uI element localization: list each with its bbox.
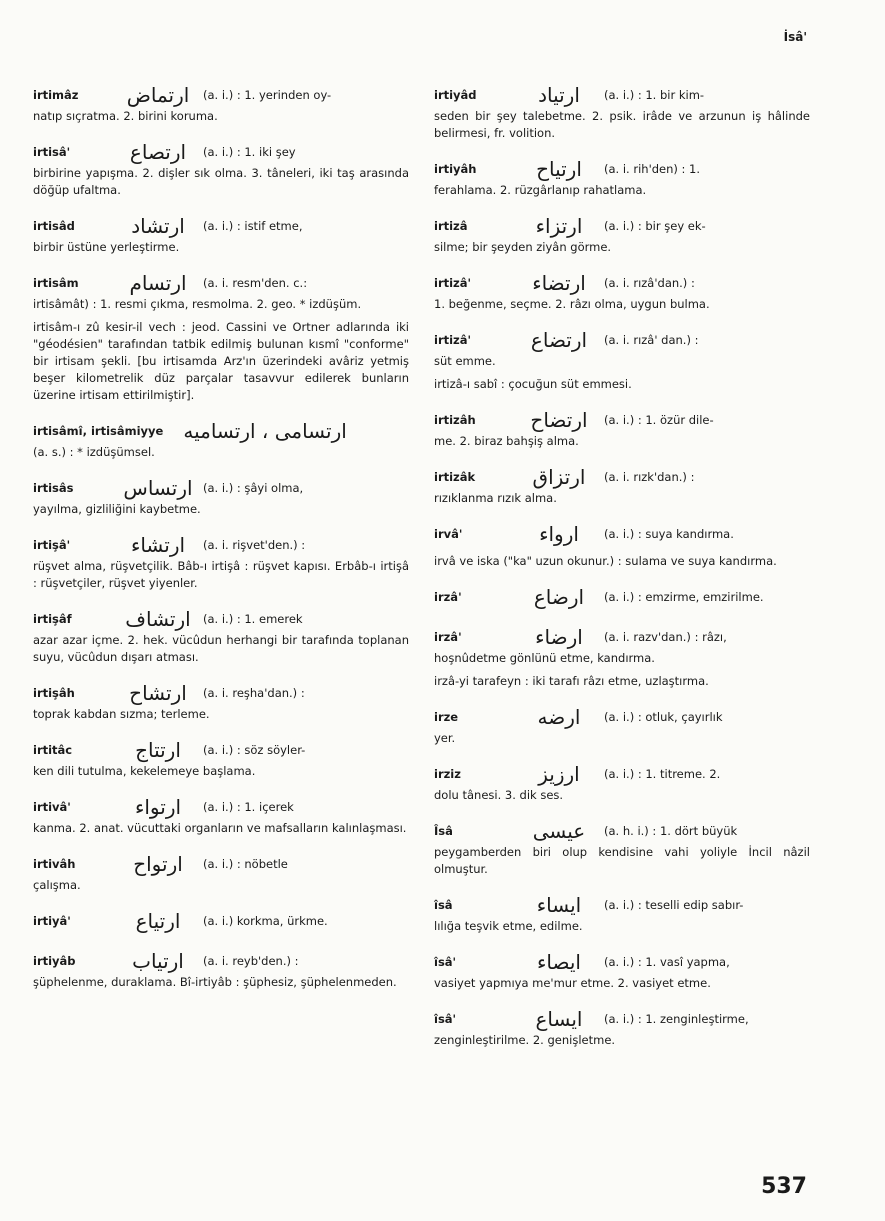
entry-head-line xyxy=(434,704,810,730)
left-column xyxy=(33,82,409,1005)
dictionary-entry xyxy=(33,794,409,837)
entry-head-line xyxy=(434,82,810,108)
arabic-script: ایساء xyxy=(536,892,582,917)
arabic-script: ارتیاب xyxy=(132,948,184,973)
headword: irtimâz xyxy=(33,87,79,102)
definition-continuation: birbir üstüne yerleştirme. xyxy=(33,240,180,254)
definition-first-line: (a. i.) : bir şey ek- xyxy=(604,218,706,233)
entry-head-line xyxy=(434,521,810,547)
headword: îsâ' xyxy=(434,1011,457,1026)
dictionary-entry xyxy=(434,761,810,804)
definition-continuation: zenginleştirilme. 2. genişletme. xyxy=(434,1033,616,1047)
entry-head-line xyxy=(33,139,409,165)
entry-head-line xyxy=(434,327,810,353)
page-number: 537 xyxy=(761,1174,807,1199)
definition-first-line: (a. i.) : 1. titreme. 2. xyxy=(604,766,721,781)
entry-head-line xyxy=(434,949,810,975)
headword: irtivâ' xyxy=(33,799,71,814)
headword: Îsâ xyxy=(434,823,453,838)
dictionary-entry xyxy=(33,532,409,592)
dictionary-entry xyxy=(434,704,810,747)
definition-continuation: birbirine yapışma. 2. dişler sık olma. 3. tâneleri, iki taş arasında döğüp ufaltma. xyxy=(33,166,409,197)
dictionary-entry xyxy=(434,156,810,199)
definition-first-line: (a. i. rızk'dan.) : xyxy=(604,469,695,484)
dictionary-entry xyxy=(33,851,409,894)
entry-head-line xyxy=(33,948,409,974)
definition-continuation: süt emme. xyxy=(434,354,496,368)
arabic-script: ارتساس xyxy=(123,475,193,500)
arabic-script: ارتصاع xyxy=(129,139,187,164)
arabic-script: ارتشاف xyxy=(125,606,191,631)
entry-head-line xyxy=(33,680,409,706)
dictionary-entry xyxy=(33,213,409,256)
dictionary-entry xyxy=(434,584,810,610)
entry-head-line xyxy=(33,418,409,444)
sub-entry: irtisâm-ı zû kesir-il vech : jeod. Cassini ve Ortner adlarında iki "géodésien" tarafından tatbik edilmiş bulunan kısmî "conforme" bir irtisam şekli. [bu irtisamda Arz'ın üzerindeki avâriz yetmiş beşer kilometrelik düz parçalar tasavvur edilerek bunların üzerine irtisam ettirilmiştir]. xyxy=(33,320,409,402)
definition-first-line: (a. i.) : 1. emerek xyxy=(203,611,303,626)
arabic-script: ارتضاع xyxy=(530,327,588,352)
headword: irtizâk xyxy=(434,469,476,484)
sub-entry: irzâ-yi tarafeyn : iki tarafı râzı etme, uzlaştırma. xyxy=(434,674,709,688)
definition-continuation: natıp sıçratma. 2. birini koruma. xyxy=(33,109,218,123)
entry-head-line xyxy=(434,270,810,296)
entry-head-line xyxy=(33,851,409,877)
entry-head-line xyxy=(434,407,810,433)
entry-head-line xyxy=(434,892,810,918)
headword: îsâ' xyxy=(434,954,457,969)
definition-continuation: ferahlama. 2. rüzgârlanıp rahatlama. xyxy=(434,183,647,197)
headword: irziz xyxy=(434,766,461,781)
entry-head-line xyxy=(33,606,409,632)
entry-head-line xyxy=(33,908,409,934)
dictionary-entry xyxy=(434,892,810,935)
definition-first-line: (a. i.) : şâyi olma, xyxy=(203,480,304,495)
dictionary-entry xyxy=(434,270,810,313)
headword: irtiyâd xyxy=(434,87,477,102)
arabic-script: ارتواح xyxy=(133,851,183,876)
dictionary-entry xyxy=(434,213,810,256)
definition-first-line: (a. i.) : nöbetle xyxy=(203,856,288,871)
arabic-script: ارتزاء xyxy=(535,213,583,238)
arabic-script: ارتشاء xyxy=(130,532,186,557)
definition-continuation: rüşvet alma, rüşvetçilik. Bâb-ı irtişâ : rüşvet kapısı. Erbâb-ı irtişâ : rüşvetçiler, rüşvet yiyenler. xyxy=(33,559,409,590)
definition-continuation: kanma. 2. anat. vücuttaki organların ve mafsalların kalınlaşması. xyxy=(33,821,407,835)
definition-first-line: (a. i.) : 1. iki şey xyxy=(203,144,296,159)
dictionary-entry xyxy=(33,948,409,991)
headword: irtiyâb xyxy=(33,953,76,968)
entry-head-line xyxy=(434,818,810,844)
entry-head-line xyxy=(33,82,409,108)
headword: irtizâh xyxy=(434,412,476,427)
dictionary-entry xyxy=(33,737,409,780)
arabic-script: ارتیاع xyxy=(135,908,181,933)
sub-entry: irtizâ-ı sabî : çocuğun süt emmesi. xyxy=(434,377,632,391)
definition-first-line: (a. i.) : istif etme, xyxy=(203,218,303,233)
dictionary-entry xyxy=(33,418,409,461)
headword: irtitâc xyxy=(33,742,73,757)
definition-first-line: (a. i.) : 1. bir kim- xyxy=(604,87,705,102)
dictionary-entry xyxy=(33,82,409,125)
headword: irtizâ xyxy=(434,218,468,233)
entry-head-line xyxy=(434,156,810,182)
definition-first-line: (a. i. rih'den) : 1. xyxy=(604,161,701,176)
arabic-script: ارضاع xyxy=(533,584,585,609)
dictionary-entry xyxy=(434,818,810,878)
headword: irtişâf xyxy=(33,611,72,626)
definition-first-line: (a. i. resm'den. c.: xyxy=(203,275,308,290)
dictionary-entry xyxy=(33,475,409,518)
definition-first-line: (a. i.) : suya kandırma. xyxy=(604,526,734,541)
headword: irtisâ' xyxy=(33,144,71,159)
dictionary-entry xyxy=(33,139,409,199)
entry-head-line xyxy=(434,1006,810,1032)
right-column xyxy=(434,82,810,1063)
headword: irvâ' xyxy=(434,526,463,541)
headword: irtişâ' xyxy=(33,537,71,552)
entry-head-line xyxy=(33,270,409,296)
definition-first-line: (a. i.) korkma, ürkme. xyxy=(203,913,328,928)
arabic-script: ارتضاء xyxy=(532,270,586,295)
definition-continuation: şüphelenme, duraklama. Bî-irtiyâb : şüphesiz, şüphelenmeden. xyxy=(33,975,397,989)
entry-head-line xyxy=(434,213,810,239)
entry-head-line xyxy=(33,475,409,501)
definition-first-line: (a. i.) : teselli edip sabır- xyxy=(604,897,744,912)
dictionary-entry xyxy=(33,908,409,934)
headword: îsâ xyxy=(434,897,453,912)
running-header: İsâ' xyxy=(783,30,807,44)
arabic-script: ارتسام xyxy=(129,270,187,295)
definition-continuation: seden bir şey talebetme. 2. psik. irâde ve arzunun iş hâlinde belirmesi, fr. volition. xyxy=(434,109,810,140)
definition-continuation: yer. xyxy=(434,731,456,745)
entry-head-line xyxy=(33,794,409,820)
definition-continuation: 1. beğenme, seçme. 2. râzı olma, uygun bulma. xyxy=(434,297,710,311)
headword: irtisâmî, irtisâmiyye xyxy=(33,423,164,438)
dictionary-entry xyxy=(434,949,810,992)
definition-first-line: (a. i. reşha'dan.) : xyxy=(203,685,305,700)
dictionary-entry xyxy=(434,1006,810,1049)
headword: irtizâ' xyxy=(434,275,472,290)
definition-continuation: vasiyet yapmıya me'mur etme. 2. vasiyet etme. xyxy=(434,976,711,990)
definition-first-line: (a. i.) : otluk, çayırlık xyxy=(604,709,723,724)
definition-continuation: irtisâmât) : 1. resmi çıkma, resmolma. 2. geo. * izdüşüm. xyxy=(33,297,362,311)
definition-first-line: (a. i. razv'dan.) : râzı, xyxy=(604,629,727,644)
definition-first-line: (a. i.) : söz söyler- xyxy=(203,742,306,757)
definition-continuation: peygamberden biri olup kendisine vahi yoliyle İncil nâzil olmuştur. xyxy=(434,845,810,876)
definition-first-line: (a. i.) : 1. vasî yapma, xyxy=(604,954,730,969)
definition-continuation: lılığa teşvik etme, edilme. xyxy=(434,919,583,933)
arabic-script: ارتتاج xyxy=(135,737,181,762)
definition-continuation: toprak kabdan sızma; terleme. xyxy=(33,707,210,721)
headword: irtivâh xyxy=(33,856,76,871)
definition-first-line: (a. i. rızâ' dan.) : xyxy=(604,332,699,347)
sub-entry: irvâ ve iska ("ka" uzun okunur.) : sulama ve suya kandırma. xyxy=(434,554,777,568)
dictionary-entry xyxy=(434,464,810,507)
definition-continuation: (a. s.) : * izdüşümsel. xyxy=(33,445,155,459)
definition-continuation: hoşnûdetme gönlünü etme, kandırma. xyxy=(434,651,655,665)
headword: irzâ' xyxy=(434,589,462,604)
definition-first-line: (a. i.) : 1. zenginleştirme, xyxy=(604,1011,749,1026)
headword: irtişâh xyxy=(33,685,75,700)
headword: irzâ' xyxy=(434,629,462,644)
definition-continuation: me. 2. biraz bahşiş alma. xyxy=(434,434,579,448)
definition-continuation: dolu tânesi. 3. dik ses. xyxy=(434,788,564,802)
definition-first-line: (a. i. reyb'den.) : xyxy=(203,953,299,968)
arabic-script: ارزیز xyxy=(538,761,580,786)
definition-first-line: (a. i.) : emzirme, emzirilme. xyxy=(604,589,764,604)
entry-head-line xyxy=(434,464,810,490)
entry-head-line xyxy=(33,532,409,558)
arabic-script: ارتیاد xyxy=(538,82,580,107)
arabic-script: ارضاء xyxy=(535,624,583,649)
arabic-script: ارتشاح xyxy=(129,680,187,705)
arabic-script: عیسی xyxy=(532,818,586,843)
arabic-script: ارتواء xyxy=(134,794,182,819)
headword: irtisâd xyxy=(33,218,75,233)
definition-continuation: çalışma. xyxy=(33,878,81,892)
arabic-script: ارتشاد xyxy=(131,213,185,238)
arabic-script: ارتیاح xyxy=(536,156,582,181)
entry-head-line xyxy=(434,761,810,787)
dictionary-entry xyxy=(33,270,409,313)
arabic-script: ارتسامی ، ارتسامیه xyxy=(183,418,347,443)
arabic-script: ارتماض xyxy=(126,82,190,107)
headword: irze xyxy=(434,709,459,724)
definition-first-line: (a. i.) : 1. yerinden oy- xyxy=(203,87,332,102)
definition-first-line: (a. i. rızâ'dan.) : xyxy=(604,275,695,290)
entry-head-line xyxy=(33,737,409,763)
headword: irtiyâh xyxy=(434,161,477,176)
dictionary-entry xyxy=(434,521,810,547)
entry-head-line xyxy=(434,584,810,610)
arabic-script: ارتزاق xyxy=(532,464,586,489)
definition-first-line: (a. i. rişvet'den.) : xyxy=(203,537,306,552)
definition-continuation: azar azar içme. 2. hek. vücûdun herhangi bir tarafında toplanan suyu, vücûdun dışarı atması. xyxy=(33,633,409,664)
definition-continuation: ken dili tutulma, kekelemeye başlama. xyxy=(33,764,256,778)
definition-continuation: rızıklanma rızık alma. xyxy=(434,491,557,505)
headword: irtiyâ' xyxy=(33,913,71,928)
dictionary-entry xyxy=(434,327,810,370)
definition-first-line: (a. h. i.) : 1. dört büyük xyxy=(604,823,738,838)
entry-head-line xyxy=(434,624,810,650)
definition-continuation: yayılma, gizliliğini kaybetme. xyxy=(33,502,201,516)
headword: irtisâs xyxy=(33,480,74,495)
dictionary-entry xyxy=(33,680,409,723)
dictionary-entry xyxy=(434,407,810,450)
headword: irtizâ' xyxy=(434,332,472,347)
dictionary-entry xyxy=(434,624,810,667)
arabic-script: ارتضاح xyxy=(530,407,588,432)
definition-continuation: silme; bir şeyden ziyân görme. xyxy=(434,240,612,254)
entry-head-line xyxy=(33,213,409,239)
arabic-script: ارواء xyxy=(539,521,579,546)
definition-first-line: (a. i.) : 1. özür dile- xyxy=(604,412,714,427)
headword: irtisâm xyxy=(33,275,79,290)
arabic-script: ارضه xyxy=(537,704,581,729)
arabic-script: ایصاء xyxy=(537,949,581,974)
dictionary-entry xyxy=(434,82,810,142)
dictionary-entry xyxy=(33,606,409,666)
arabic-script: ایساع xyxy=(535,1006,583,1031)
definition-first-line: (a. i.) : 1. içerek xyxy=(203,799,294,814)
